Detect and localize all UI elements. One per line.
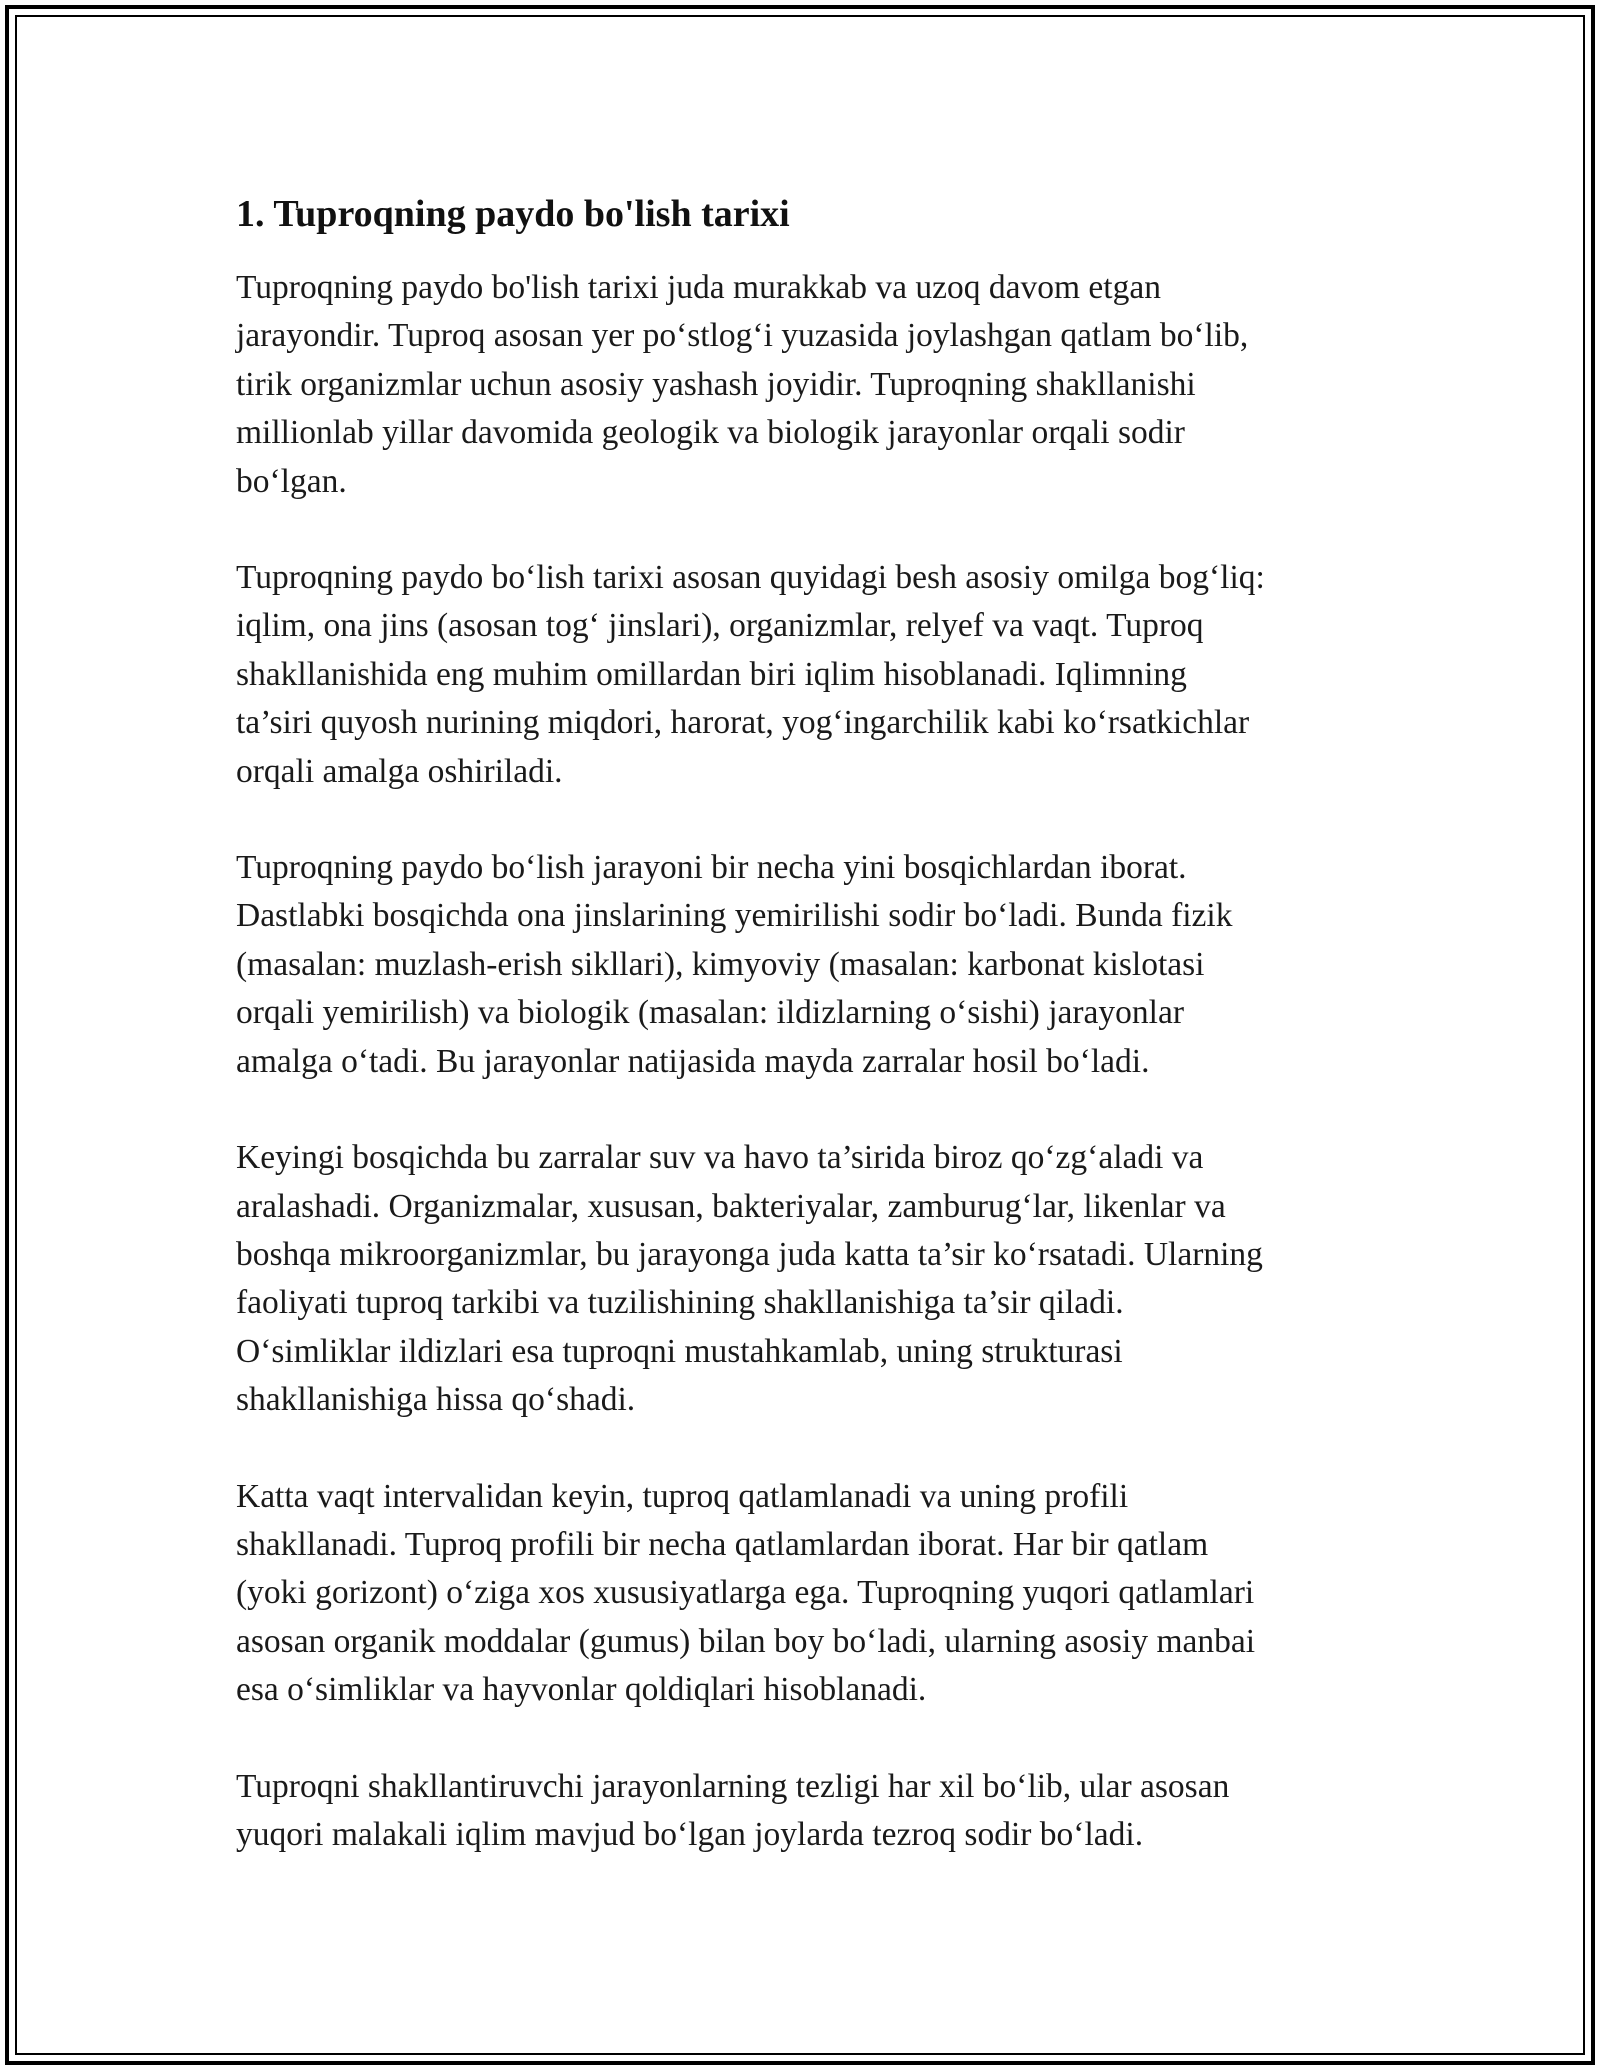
paragraph-line: iqlim, ona jins (asosan tog‘ jinslari), organizmlar, relyef va vaqt. Tuproq	[236, 607, 1204, 645]
paragraph-line: jarayondir. Tuproq asosan yer po‘stlog‘i yuzasida joylashgan qatlam bo‘lib,	[236, 317, 1249, 355]
paragraph-line: (masalan: muzlash-erish sikllari), kimyoviy (masalan: karbonat kislotasi	[236, 945, 1205, 983]
paragraph-line: (yoki gorizont) o‘ziga xos xususiyatlarga ega. Tuproqning yuqori qatlamlari	[236, 1574, 1255, 1612]
paragraph-line: Tuproqni shakllantiruvchi jarayonlarning tezligi har xil bo‘lib, ular asosan	[236, 1767, 1230, 1805]
paragraph-line: shakllanadi. Tuproq profili bir necha qatlamlardan iborat. Har bir qatlam	[236, 1525, 1209, 1563]
paragraph-line: Tuproqning paydo bo'lish tarixi juda murakkab va uzoq davom etgan	[236, 269, 1161, 306]
paragraph-line: boshqa mikroorganizmlar, bu jarayonga juda katta ta’sir ko‘rsatadi. Ularning	[236, 1235, 1263, 1273]
paragraph-line: Katta vaqt intervalidan keyin, tuproq qatlamlanadi va uning profili	[236, 1477, 1129, 1515]
paragraph-line: millionlab yillar davomida geologik va biologik jarayonlar orqali sodir	[236, 414, 1185, 452]
paragraph-line: aralashadi. Organizmalar, xususan, bakteriyalar, zamburug‘lar, likenlar va	[236, 1187, 1226, 1225]
paragraph-line: orqali yemirilish) va biologik (masalan: ildizlarning o‘sishi) jarayonlar	[236, 994, 1184, 1032]
paragraph-2	[236, 554, 1386, 796]
paragraph-line: faoliyati tuproq tarkibi va tuzilishining shakllanishiga ta’sir qiladi.	[236, 1284, 1124, 1322]
paragraph-line: tirik organizmlar uchun asosiy yashash joyidir. Tuproqning shakllanishi	[236, 365, 1196, 403]
paragraph-line: bo‘lgan.	[236, 462, 347, 500]
paragraph-line: esa o‘simliklar va hayvonlar qoldiqlari hisoblanadi.	[236, 1671, 927, 1709]
paragraph-line: amalga o‘tadi. Bu jarayonlar natijasida mayda zarralar hosil bo‘ladi.	[236, 1042, 1150, 1080]
paragraph-3	[236, 844, 1386, 1086]
paragraph-1	[236, 264, 1386, 506]
paragraph-line: shakllanishiga hissa qo‘shadi.	[236, 1381, 636, 1419]
paragraph-line: Keyingi bosqichda bu zarralar suv va havo ta’sirida biroz qo‘zg‘aladi va	[236, 1139, 1204, 1177]
paragraph-line: ta’siri quyosh nurining miqdori, harorat, yog‘ingarchilik kabi ko‘rsatkichlar	[236, 704, 1250, 742]
paragraph-4	[236, 1134, 1386, 1424]
document-content	[236, 186, 1386, 1907]
paragraph-6	[236, 1763, 1386, 1860]
paragraph-line: yuqori malakali iqlim mavjud bo‘lgan joylarda tezroq sodir bo‘ladi.	[236, 1815, 1144, 1853]
section-heading: 1. Tuproqning paydo bo'lish tarixi	[236, 193, 790, 235]
paragraph-line: shakllanishida eng muhim omillardan biri iqlim hisoblanadi. Iqlimning	[236, 655, 1187, 693]
paragraph-line: Tuproqning paydo bo‘lish tarixi asosan quyidagi besh asosiy omilga bog‘liq:	[236, 559, 1265, 597]
paragraph-line: orqali amalga oshiriladi.	[236, 752, 563, 790]
paragraph-5	[236, 1473, 1386, 1715]
paragraph-line: Tuproqning paydo bo‘lish jarayoni bir necha yini bosqichlardan iborat.	[236, 849, 1187, 887]
paragraph-line: Dastlabki bosqichda ona jinslarining yemirilishi sodir bo‘ladi. Bunda fizik	[236, 897, 1233, 935]
paragraph-line: O‘simliklar ildizlari esa tuproqni mustahkamlab, uning strukturasi	[236, 1332, 1123, 1370]
paragraph-line: asosan organik moddalar (gumus) bilan boy bo‘ladi, ularning asosiy manbai	[236, 1622, 1256, 1660]
